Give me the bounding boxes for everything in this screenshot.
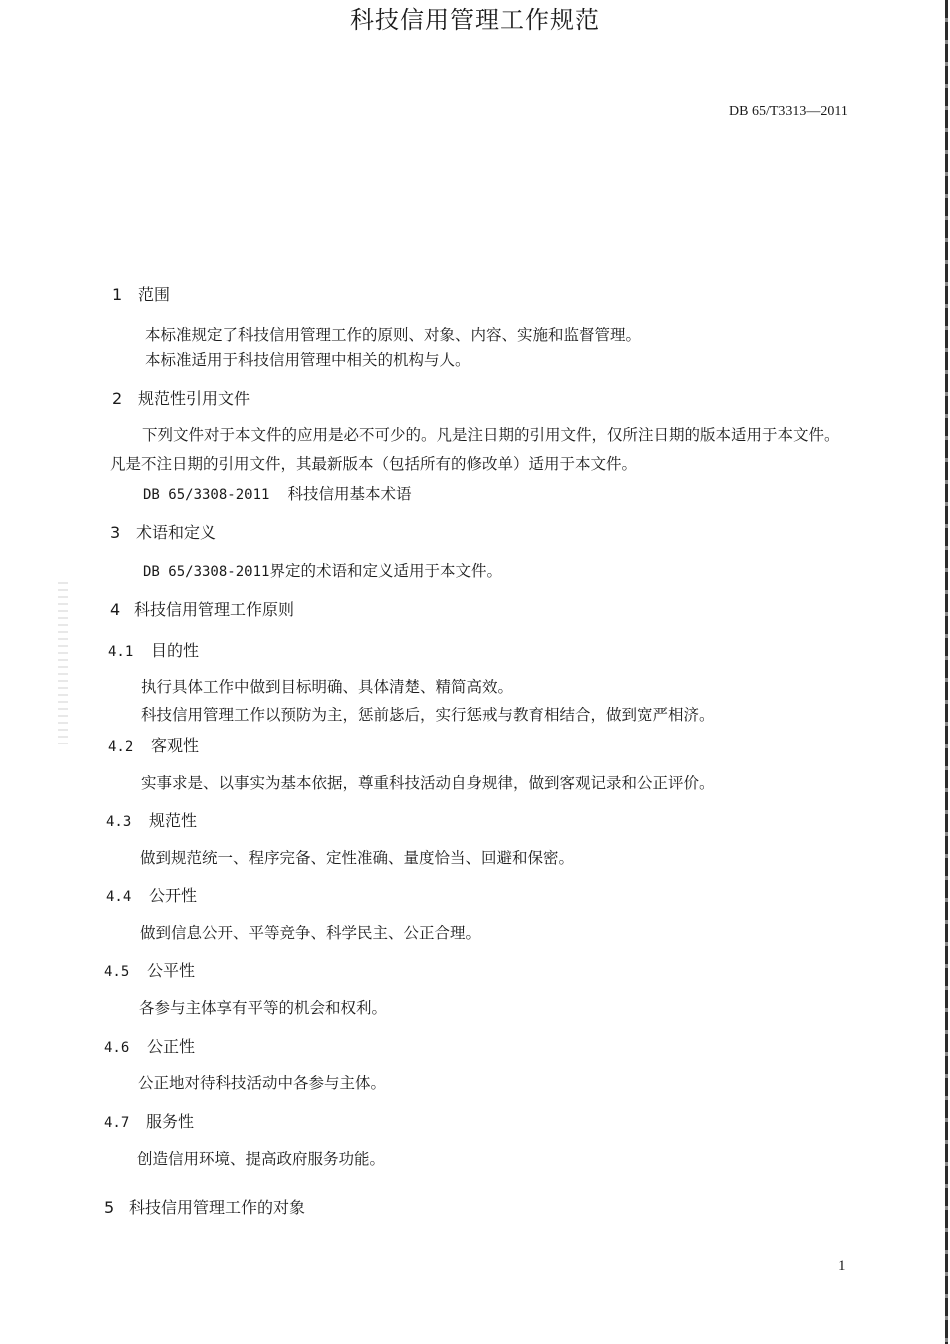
paragraph [143, 559, 502, 581]
subsection-title: 服务性 [146, 1112, 195, 1131]
subsection-number: 4.7 [104, 1115, 130, 1131]
section-1-heading [112, 282, 170, 305]
section-title: 范围 [138, 285, 171, 304]
section-number: 3 [110, 523, 121, 542]
reference-title: 科技信用基本术语 [287, 485, 412, 503]
section-title: 术语和定义 [136, 523, 217, 542]
document-code: DB 65/T3313—2011 [729, 104, 848, 119]
scan-border [945, 0, 948, 1344]
subsection-4-4-heading [106, 883, 197, 906]
section-number: 4 [110, 600, 121, 619]
subsection-4-2-heading [108, 733, 199, 756]
subsection-number: 4.6 [104, 1040, 130, 1056]
subsection-title: 客观性 [151, 736, 200, 755]
subsection-number: 4.2 [108, 739, 134, 755]
section-title: 规范性引用文件 [138, 389, 251, 408]
section-number: 5 [104, 1198, 115, 1217]
paragraph: 执行具体工作中做到目标明确、具体清楚、精简高效。 [141, 678, 514, 696]
subsection-title: 规范性 [149, 811, 198, 830]
section-title: 科技信用管理工作原则 [134, 600, 295, 619]
reference-code: DB 65/3308-2011 [143, 564, 270, 580]
subsection-title: 公正性 [147, 1037, 196, 1056]
paragraph: 各参与主体享有平等的机会和权利。 [139, 999, 388, 1017]
subsection-number: 4.5 [104, 964, 130, 980]
page-number: 1 [838, 1258, 846, 1274]
subsection-4-7-heading [104, 1109, 194, 1132]
section-3-heading [110, 520, 216, 543]
paragraph: 本标准规定了科技信用管理工作的原则、对象、内容、实施和监督管理。 [145, 326, 642, 344]
subsection-title: 公平性 [147, 961, 196, 980]
subsection-title: 公开性 [149, 886, 198, 905]
paragraph-text: 界定的术语和定义适用于本文件。 [269, 562, 502, 580]
reference-entry [143, 482, 411, 504]
section-2-heading [112, 386, 250, 409]
section-number: 1 [112, 285, 123, 304]
subsection-4-3-heading [106, 808, 197, 831]
paragraph: 创造信用环境、提高政府服务功能。 [137, 1150, 386, 1168]
subsection-number: 4.4 [106, 889, 132, 905]
reference-code: DB 65/3308-2011 [143, 487, 270, 503]
paragraph: 本标准适用于科技信用管理中相关的机构与人。 [145, 351, 471, 369]
section-5-heading [104, 1195, 305, 1218]
section-4-heading [110, 597, 294, 620]
paragraph: 做到规范统一、程序完备、定性准确、量度恰当、回避和保密。 [140, 849, 575, 867]
paragraph: 实事求是、以事实为基本依据，尊重科技活动自身规律，做到客观记录和公正评价。 [141, 774, 715, 792]
subsection-4-1-heading [108, 638, 199, 661]
section-number: 2 [112, 389, 123, 408]
paragraph: 下列文件对于本文件的应用是必不可少的。凡是注日期的引用文件，仅所注日期的版本适用于本文件。凡是不注日期的引用文件，其最新版本（包括所有的修改单）适用于本文件。 [110, 426, 840, 473]
paragraph: 公正地对待科技活动中各参与主体。 [138, 1074, 387, 1092]
paragraph: 做到信息公开、平等竞争、科学民主、公正合理。 [140, 924, 482, 942]
subsection-number: 4.3 [106, 814, 132, 830]
paragraph: 科技信用管理工作以预防为主，惩前毖后，实行惩戒与教育相结合，做到宽严相济。 [141, 706, 715, 724]
scan-artifact [58, 582, 68, 744]
section-title: 科技信用管理工作的对象 [129, 1198, 306, 1217]
subsection-number: 4.1 [108, 644, 134, 660]
subsection-title: 目的性 [151, 641, 200, 660]
page-title: 科技信用管理工作规范 [350, 6, 600, 34]
subsection-4-5-heading [104, 958, 195, 981]
subsection-4-6-heading [104, 1034, 195, 1057]
